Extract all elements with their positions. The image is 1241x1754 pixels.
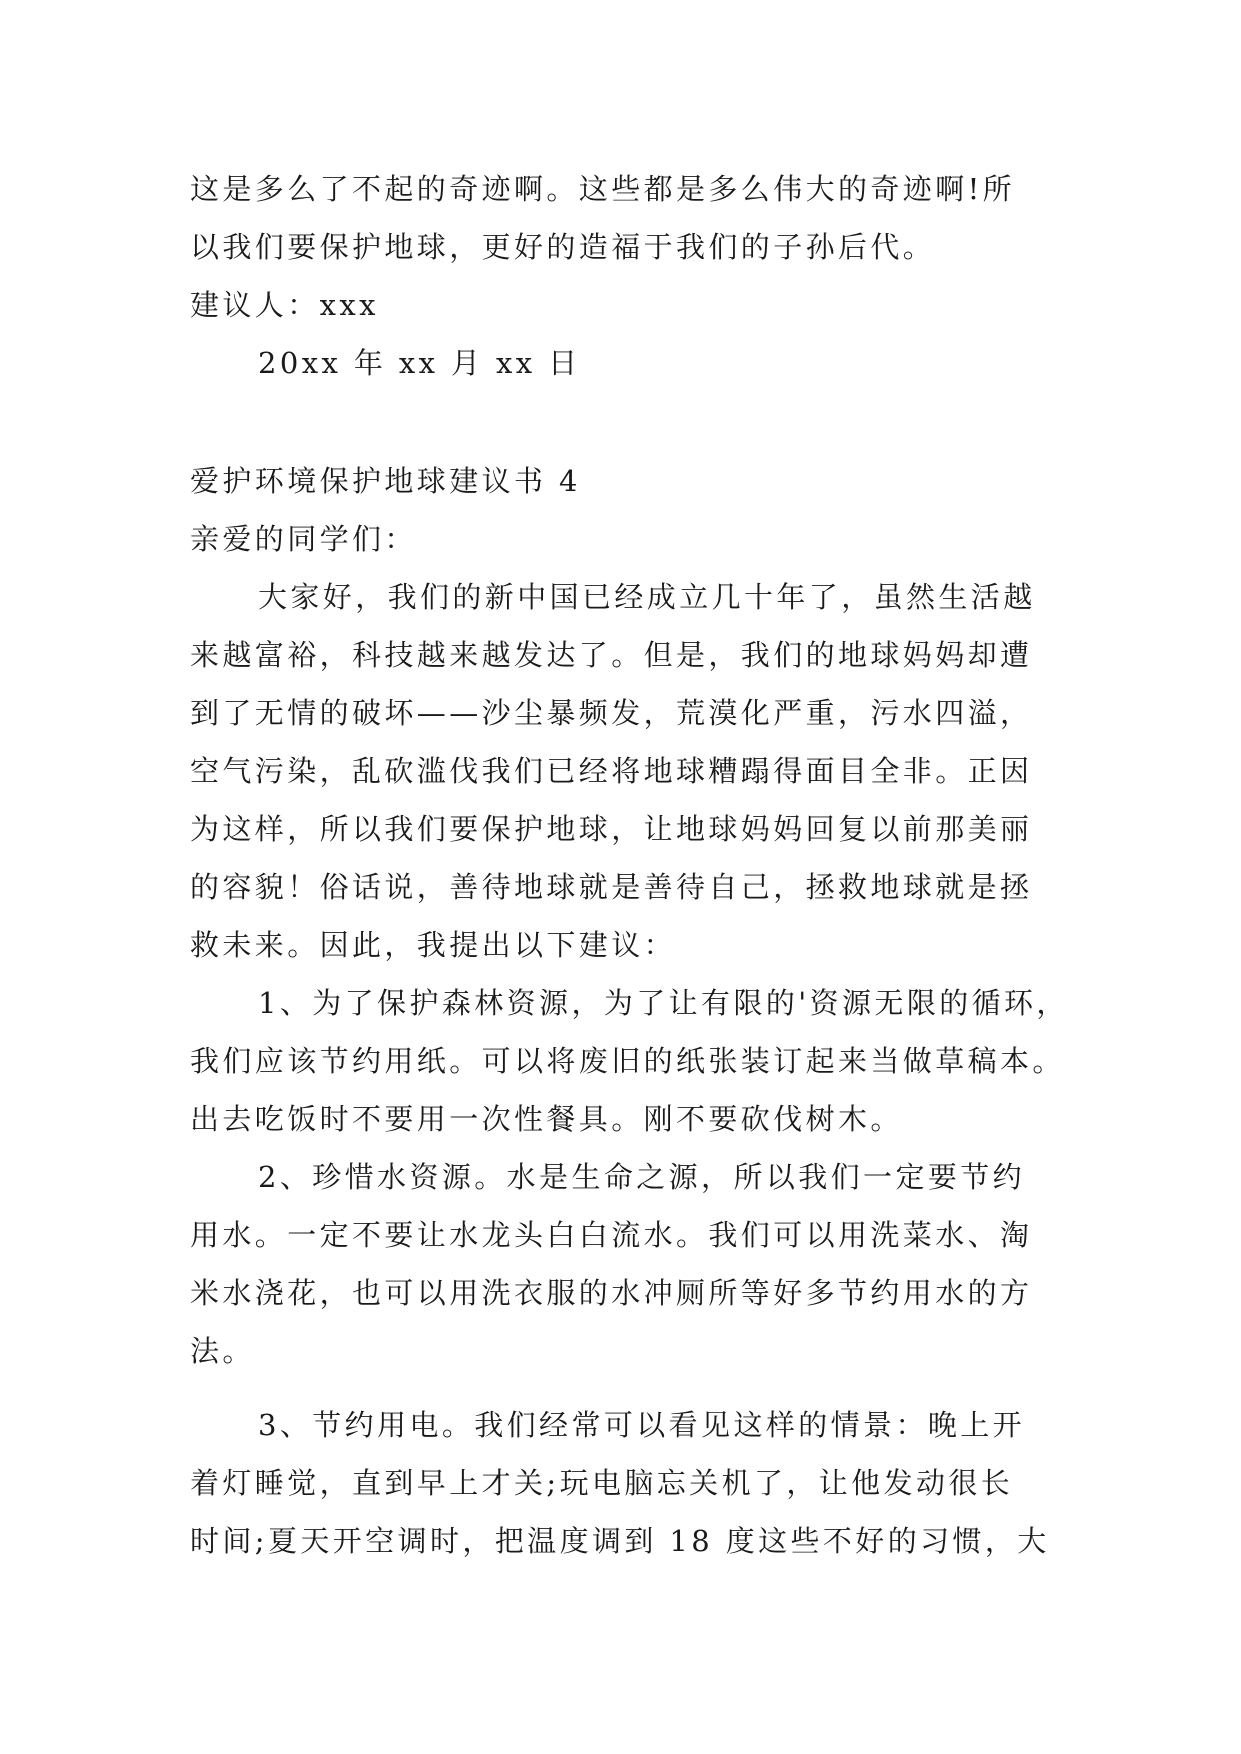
text-line: 2、珍惜水资源。水是生命之源，所以我们一定要节约 <box>258 1160 1026 1194</box>
section-title: 爱护环境保护地球建议书 4 <box>190 464 581 498</box>
text-line: 以我们要保护地球，更好的造福于我们的子孙后代。 <box>190 230 936 264</box>
text-line: 出去吃饭时不要用一次性餐具。刚不要砍伐树木。 <box>190 1102 903 1136</box>
text-line: 到了无情的破坏——沙尘暴频发，荒漠化严重，污水四溢， <box>190 696 1033 730</box>
text-line: 用水。一定不要让水龙头白白流水。我们可以用洗菜水、淘 <box>190 1218 1033 1252</box>
section-spacer <box>190 392 1060 452</box>
text-line: 法。 <box>190 1334 255 1368</box>
text-line: 着灯睡觉，直到早上才关;玩电脑忘关机了，让他发动很长 <box>190 1466 1014 1500</box>
text-line: 为这样，所以我们要保护地球，让地球妈妈回复以前那美丽 <box>190 812 1033 846</box>
text-line: 大家好，我们的新中国已经成立几十年了，虽然生活越 <box>258 580 1036 614</box>
text-line: 来越富裕，科技越来越发达了。但是，我们的地球妈妈却遭 <box>190 638 1033 672</box>
text-line: 我们应该节约用纸。可以将废旧的纸张装订起来当做草稿本。 <box>190 1044 1065 1078</box>
signer-line: 建议人：xxx <box>190 288 379 322</box>
text-line: 的容貌！俗话说，善待地球就是善待自己，拯救地球就是拯 <box>190 870 1033 904</box>
text-line: 这是多么了不起的奇迹啊。这些都是多么伟大的奇迹啊!所 <box>190 172 1016 206</box>
text-line: 米水浇花，也可以用洗衣服的水冲厕所等好多节约用水的方 <box>190 1276 1033 1310</box>
text-line: 空气污染，乱砍滥伐我们已经将地球糟蹋得面目全非。正因 <box>190 754 1033 788</box>
document-body <box>190 160 1069 1570</box>
date-line: 20xx 年 xx 月 xx 日 <box>258 346 581 380</box>
salutation: 亲爱的同学们： <box>190 522 417 556</box>
text-line: 救未来。因此，我提出以下建议： <box>190 928 677 962</box>
text-line: 3、节约用电。我们经常可以看见这样的情景：晚上开 <box>258 1408 1026 1442</box>
text-line: 时间;夏天开空调时，把温度调到 18 度这些不好的习惯，大 <box>190 1524 1050 1558</box>
text-line: 1、为了保护森林资源，为了让有限的'资源无限的循环， <box>258 986 1069 1020</box>
paragraph-spacer <box>190 1380 1060 1396</box>
